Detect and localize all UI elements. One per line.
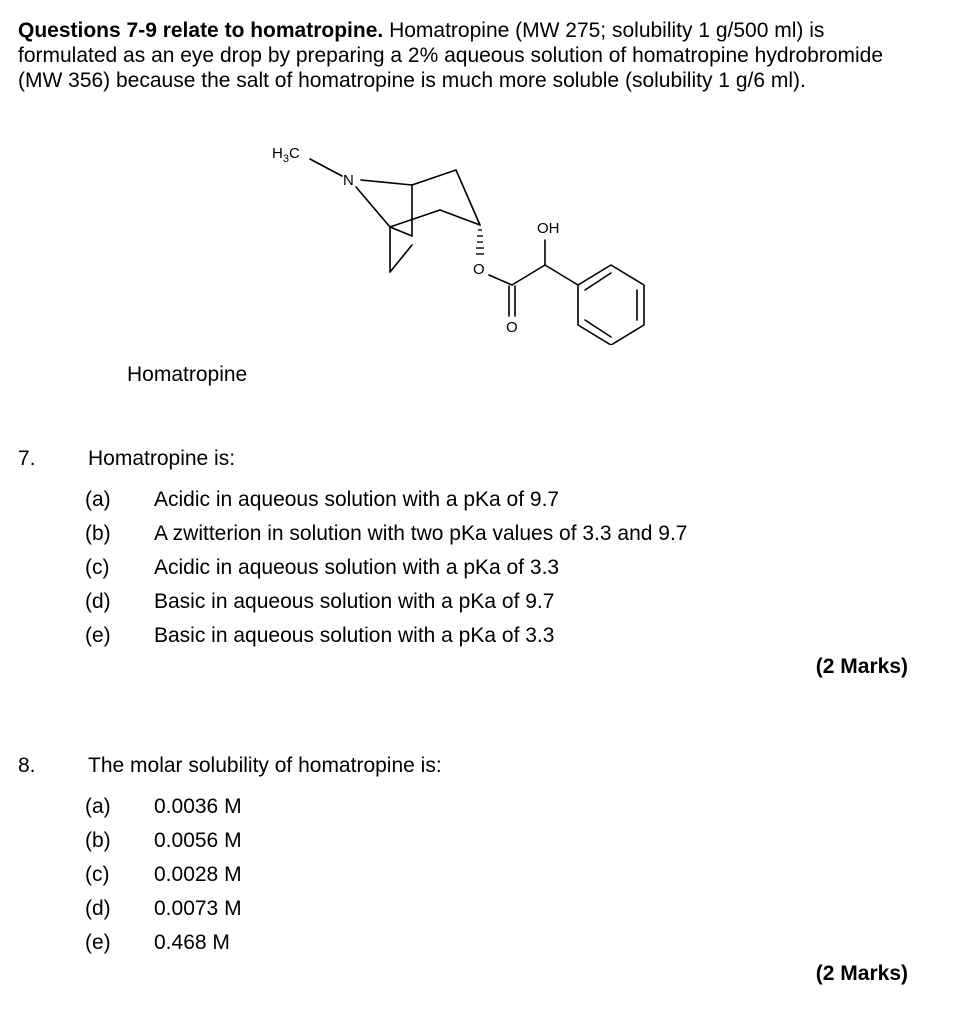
question-8-option-d [85,896,885,922]
phenyl-ring [578,265,644,345]
question-8-number: 8. [18,754,36,777]
option-letter: (d) [85,590,111,613]
option-text: 0.0056 M [154,829,242,852]
homatropine-structure [250,135,670,345]
bond-c4-c5 [390,210,440,227]
question-8-marks: (2 Marks) [815,962,908,985]
bond-c6-c7 [390,245,412,272]
option-letter: (a) [85,795,111,818]
label-nitrogen: N [343,172,354,189]
option-letter: (c) [85,863,110,886]
label-methyl: $H_3C$ [272,145,300,165]
bond-c1-c2 [412,170,456,185]
question-8-option-e [85,930,885,956]
label-hydroxyl: OH [537,220,560,237]
question-7-option-e [85,623,885,649]
phenyl-double-1 [585,273,611,290]
option-text: 0.0036 M [154,795,242,818]
bond-o-carbonyl [489,275,512,285]
question-8-text: The molar solubility of homatropine is: [88,754,442,777]
intro-bold-lead: Questions 7-9 relate to homatropine. [18,19,384,42]
structure-caption: Homatropine [127,363,248,386]
bond-n-c5 [356,187,390,227]
bond-carbonyl-ch [512,265,545,285]
option-text: Basic in aqueous solution with a pKa of 9.7 [154,590,555,613]
question-7-option-d [85,589,885,615]
option-text: Acidic in aqueous solution with a pKa of 3.3 [154,556,560,579]
bond-ch-phenyl [545,265,578,285]
option-letter: (d) [85,897,111,920]
question-7-option-b [85,521,885,547]
option-letter: (a) [85,488,111,511]
question-7-text: Homatropine is: [88,447,236,470]
option-text: 0.0028 M [154,863,242,886]
question-7-number: 7. [18,447,36,470]
option-text: 0.468 M [154,931,230,954]
option-text: Basic in aqueous solution with a pKa of 3.3 [154,624,555,647]
question-8-option-b [85,828,885,854]
option-text: 0.0073 M [154,897,242,920]
option-letter: (b) [85,829,111,852]
question-7-option-a [85,487,885,513]
option-letter: (c) [85,556,110,579]
phenyl-double-3 [585,320,611,337]
option-letter: (e) [85,624,111,647]
option-letter: (b) [85,522,111,545]
bond-methyl-n [310,159,342,176]
bond-bridge-c5 [390,227,412,236]
question-8-option-a [85,794,885,820]
hashed-wedge-bond [476,230,484,254]
question-8-option-c [85,862,885,888]
bond-n-c1 [361,180,412,185]
option-text: Acidic in aqueous solution with a pKa of 9.7 [154,488,560,511]
option-text: A zwitterion in solution with two pKa values of 3.3 and 9.7 [154,522,688,545]
intro-paragraph [18,18,918,93]
label-ester-oxygen: O [473,261,485,278]
question-7-marks: (2 Marks) [815,655,908,678]
question-7-option-c [85,555,885,581]
intro-text: Homatropine (MW 275; solubility 1 g/500 ml) is formulated as an eye drop by preparing a 2% aqueous solution of homatropine hydrobromide (MW 356) because the salt of homatropine is much more soluble (solubility 1 g/6 ml). [18,19,884,92]
label-carbonyl-oxygen: O [506,319,518,336]
option-letter: (e) [85,931,111,954]
